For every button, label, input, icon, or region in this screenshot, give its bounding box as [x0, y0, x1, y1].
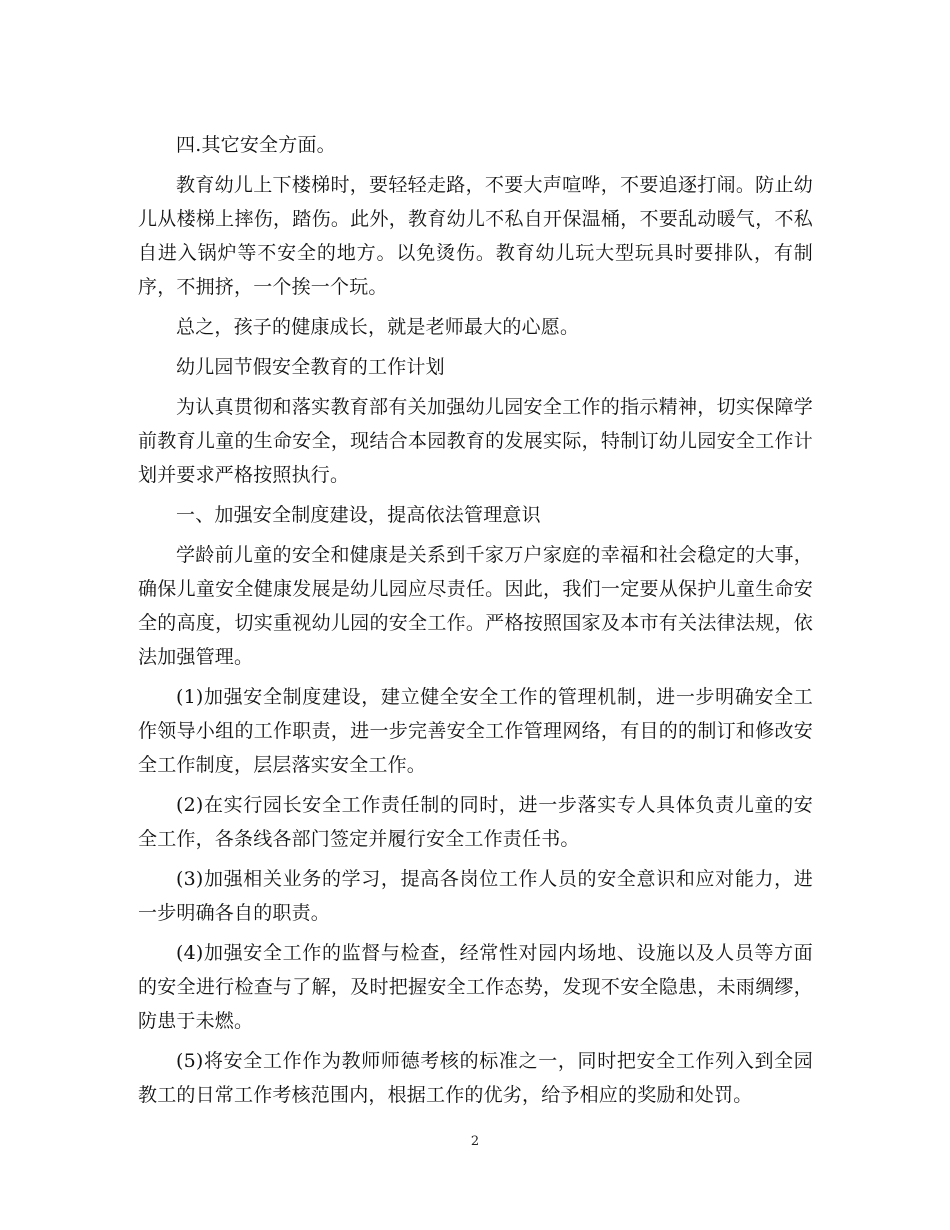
paragraph-item-4: (4)加强安全工作的监督与检查，经常性对园内场地、设施以及人员等方面的安全进行检查与了解，及时把握安全工作态势，发现不安全隐患，未雨绸缪，防患于未燃。 [138, 942, 813, 1032]
paragraph-item-2: (2)在实行园长安全工作责任制的同时，进一步落实专人具体负责儿童的安全工作，各条线各部门签定并履行安全工作责任书。 [138, 794, 813, 850]
paragraph-item-5: (5)将安全工作作为教师师德考核的标准之一，同时把安全工作列入到全园教工的日常工作考核范围内，根据工作的优劣，给予相应的奖励和处罚。 [138, 1050, 813, 1106]
page-number: 2 [470, 1134, 480, 1149]
paragraph-plan-intro: 为认真贯彻和落实教育部有关加强幼儿园安全工作的指示精神，切实保障学前教育儿童的生命安全，现结合本园教育的发展实际，特制订幼儿园安全工作计划并要求严格按照执行。 [138, 396, 813, 486]
paragraph-plan-title: 幼儿园节假安全教育的工作计划 [176, 356, 445, 378]
paragraph-child-safety-importance: 学龄前儿童的安全和健康是关系到千家万户家庭的幸福和社会稳定的大事，确保儿童安全健康发展是幼儿园应尽责任。因此，我们一定要从保护儿童生命安全的高度，切实重视幼儿园的安全工作。严格按照国家及本市有关法律法规，依法加强管理。 [138, 544, 813, 668]
paragraph-item-3: (3)加强相关业务的学习，提高各岗位工作人员的安全意识和应对能力，进一步明确各自的职责。 [138, 868, 813, 924]
paragraph-item-1: (1)加强安全制度建设，建立健全安全工作的管理机制，进一步明确安全工作领导小组的工作职责，进一步完善安全工作管理网络，有目的的制订和修改安全工作制度，层层落实安全工作。 [138, 686, 813, 776]
paragraph-section-four-heading: 四.其它安全方面。 [176, 134, 336, 156]
document-body [138, 128, 813, 1118]
paragraph-stairs-safety: 教育幼儿上下楼梯时，要轻轻走路，不要大声喧哗，不要追逐打闹。防止幼儿从楼梯上摔伤，踏伤。此外，教育幼儿不私自开保温桶，不要乱动暖气，不私自进入锅炉等不安全的地方。以免烫伤。教育幼儿玩大型玩具时要排队，有制序，不拥挤，一个挨一个玩。 [138, 174, 813, 298]
paragraph-section-one-heading: 一、加强安全制度建设，提高依法管理意识 [176, 504, 541, 526]
paragraph-conclusion: 总之，孩子的健康成长，就是老师最大的心愿。 [176, 316, 580, 338]
